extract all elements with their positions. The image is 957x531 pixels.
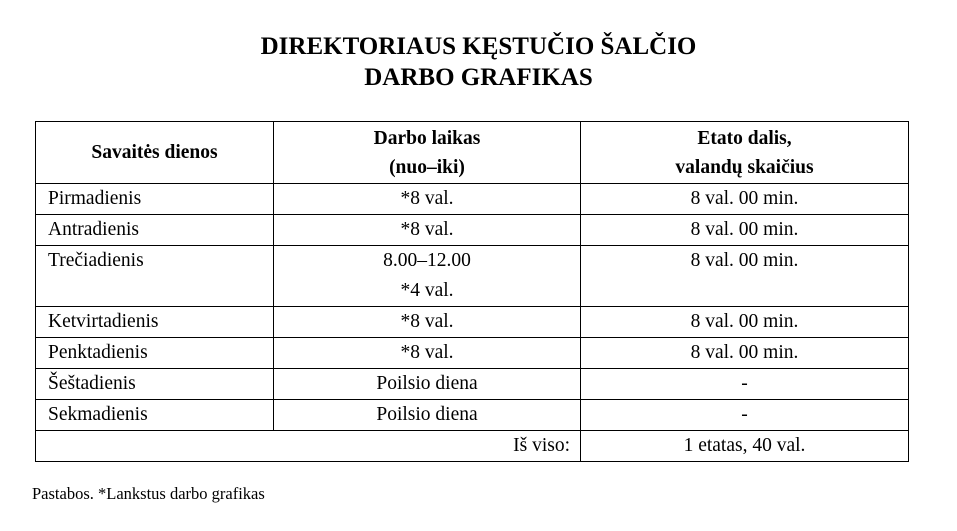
day-cell: Šeštadienis [36,369,274,400]
share-cell: 8 val. 00 min. [581,215,909,246]
share-cell: - [581,400,909,431]
header-job-share-line2: valandų skaičius [675,156,814,178]
day-cell: Trečiadienis [36,246,274,307]
hours-cell: *8 val. [274,184,581,215]
total-row [36,431,909,462]
hours-cell: Poilsio diena [274,369,581,400]
table-row [36,369,909,400]
share-cell: 8 val. 00 min. [581,246,909,307]
header-job-share [581,122,909,184]
share-cell: 8 val. 00 min. [581,307,909,338]
day-cell: Pirmadienis [36,184,274,215]
header-working-time-line1: Darbo laikas [373,127,481,149]
header-weekdays: Savaitės dienos [36,122,274,184]
table-row [36,184,909,215]
total-value: 1 etatas, 40 val. [581,431,909,462]
share-cell: - [581,369,909,400]
total-label: Iš viso: [36,431,581,462]
work-schedule-table [35,121,909,462]
share-cell: 8 val. 00 min. [581,338,909,369]
footnote: Pastabos. *Lankstus darbo grafikas [32,484,265,503]
day-cell: Penktadienis [36,338,274,369]
document-subtitle: DARBO GRAFIKAS [364,64,593,91]
share-cell: 8 val. 00 min. [581,184,909,215]
table-row [36,400,909,431]
header-working-time-line2: (nuo–iki) [389,156,465,178]
table-row [36,307,909,338]
hours-cell: *8 val. [274,215,581,246]
table-header-row [36,122,909,184]
hours-cell [274,246,581,307]
header-job-share-line1: Etato dalis, [697,127,792,149]
hours-cell: *8 val. [274,338,581,369]
table-row [36,215,909,246]
table-row [36,246,909,307]
day-cell: Ketvirtadienis [36,307,274,338]
hours-amount: *4 val. [400,280,454,301]
header-working-time [274,122,581,184]
document-title: DIREKTORIAUS KĘSTUČIO ŠALČIO [260,33,697,60]
hours-cell: *8 val. [274,307,581,338]
hours-cell: Poilsio diena [274,400,581,431]
day-cell: Antradienis [36,215,274,246]
hours-time-range: 8.00–12.00 [383,250,471,271]
table-row [36,338,909,369]
day-cell: Sekmadienis [36,400,274,431]
